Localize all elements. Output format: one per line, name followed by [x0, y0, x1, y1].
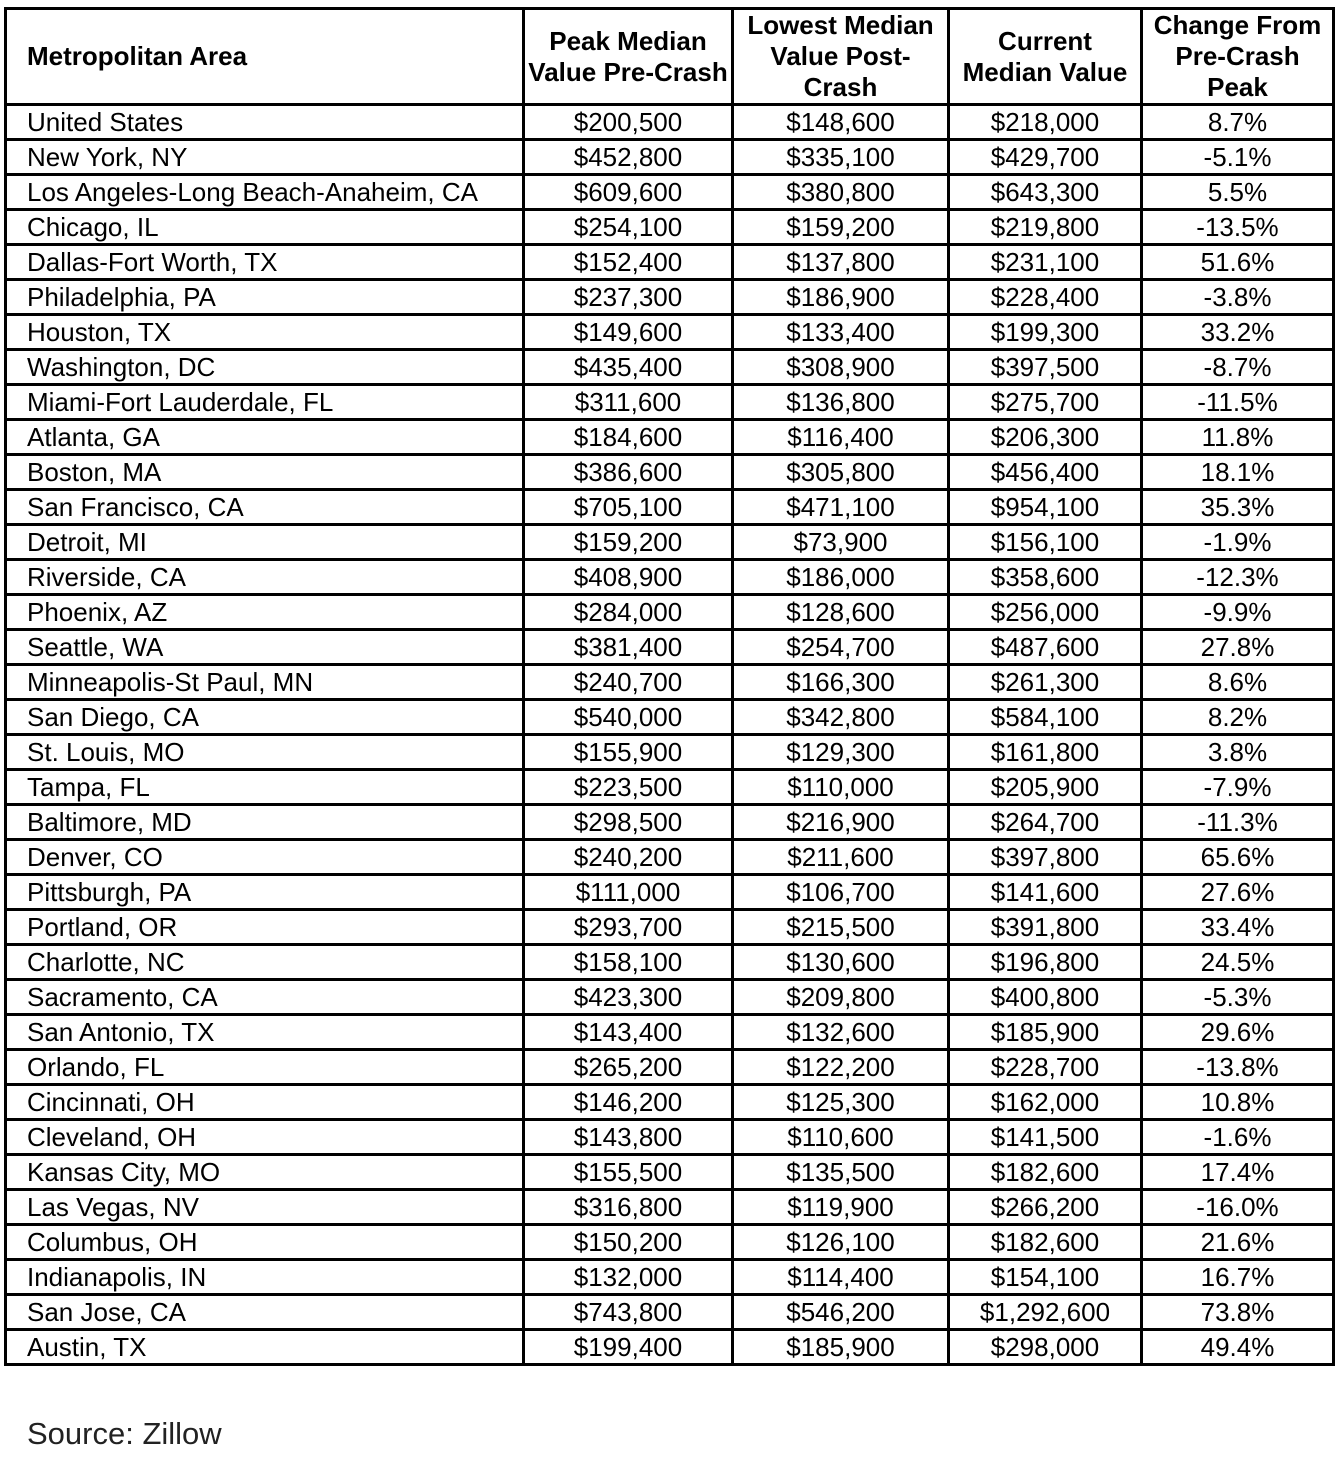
lowest-value-cell: $119,900: [733, 1190, 949, 1225]
lowest-value-cell: $216,900: [733, 805, 949, 840]
change-cell: 29.6%: [1142, 1015, 1334, 1050]
current-value-cell: $154,100: [949, 1260, 1142, 1295]
change-cell: 5.5%: [1142, 175, 1334, 210]
current-value-cell: $182,600: [949, 1155, 1142, 1190]
metropolitan-area-cell: Columbus, OH: [6, 1225, 524, 1260]
lowest-value-cell: $133,400: [733, 315, 949, 350]
metropolitan-area-cell: San Diego, CA: [6, 700, 524, 735]
lowest-value-cell: $125,300: [733, 1085, 949, 1120]
metropolitan-area-cell: United States: [6, 105, 524, 140]
metropolitan-area-cell: Kansas City, MO: [6, 1155, 524, 1190]
table-row: [6, 525, 1334, 560]
current-value-cell: $162,000: [949, 1085, 1142, 1120]
peak-value-cell: $386,600: [524, 455, 733, 490]
metropolitan-area-cell: Seattle, WA: [6, 630, 524, 665]
peak-value-cell: $743,800: [524, 1295, 733, 1330]
change-cell: 27.8%: [1142, 630, 1334, 665]
current-value-cell: $456,400: [949, 455, 1142, 490]
metropolitan-area-cell: Riverside, CA: [6, 560, 524, 595]
peak-value-cell: $265,200: [524, 1050, 733, 1085]
current-value-cell: $218,000: [949, 105, 1142, 140]
change-cell: -13.5%: [1142, 210, 1334, 245]
table-row: [6, 875, 1334, 910]
change-cell: 18.1%: [1142, 455, 1334, 490]
change-cell: -7.9%: [1142, 770, 1334, 805]
table-row: [6, 140, 1334, 175]
change-cell: -16.0%: [1142, 1190, 1334, 1225]
current-value-cell: $261,300: [949, 665, 1142, 700]
lowest-value-cell: $166,300: [733, 665, 949, 700]
metropolitan-area-cell: Detroit, MI: [6, 525, 524, 560]
metropolitan-area-cell: Baltimore, MD: [6, 805, 524, 840]
table-row: [6, 805, 1334, 840]
lowest-value-cell: $136,800: [733, 385, 949, 420]
table-row: [6, 1155, 1334, 1190]
change-cell: -12.3%: [1142, 560, 1334, 595]
metropolitan-area-cell: Denver, CO: [6, 840, 524, 875]
table-row: [6, 910, 1334, 945]
peak-value-cell: $150,200: [524, 1225, 733, 1260]
peak-value-cell: $435,400: [524, 350, 733, 385]
change-cell: -5.1%: [1142, 140, 1334, 175]
peak-value-cell: $155,900: [524, 735, 733, 770]
table-row: [6, 980, 1334, 1015]
table-row: [6, 560, 1334, 595]
peak-value-cell: $609,600: [524, 175, 733, 210]
change-cell: -9.9%: [1142, 595, 1334, 630]
peak-value-cell: $223,500: [524, 770, 733, 805]
table-row: [6, 1085, 1334, 1120]
peak-value-cell: $155,500: [524, 1155, 733, 1190]
metropolitan-area-cell: Washington, DC: [6, 350, 524, 385]
table-row: [6, 595, 1334, 630]
metropolitan-area-cell: Cincinnati, OH: [6, 1085, 524, 1120]
source-note: Source: Zillow: [27, 1416, 222, 1451]
table-row: [6, 420, 1334, 455]
metropolitan-area-cell: Austin, TX: [6, 1330, 524, 1365]
table-row: [6, 1050, 1334, 1085]
current-value-cell: $161,800: [949, 735, 1142, 770]
metropolitan-area-cell: Portland, OR: [6, 910, 524, 945]
change-cell: 8.2%: [1142, 700, 1334, 735]
peak-value-cell: $146,200: [524, 1085, 733, 1120]
change-cell: -11.3%: [1142, 805, 1334, 840]
lowest-value-cell: $305,800: [733, 455, 949, 490]
metropolitan-area-cell: San Jose, CA: [6, 1295, 524, 1330]
peak-value-cell: $254,100: [524, 210, 733, 245]
change-cell: 33.2%: [1142, 315, 1334, 350]
current-value-cell: $228,400: [949, 280, 1142, 315]
current-value-cell: $397,500: [949, 350, 1142, 385]
lowest-value-cell: $215,500: [733, 910, 949, 945]
table-row: [6, 175, 1334, 210]
change-cell: -13.8%: [1142, 1050, 1334, 1085]
metropolitan-area-cell: St. Louis, MO: [6, 735, 524, 770]
current-value-cell: $141,600: [949, 875, 1142, 910]
peak-value-cell: $143,400: [524, 1015, 733, 1050]
change-cell: 24.5%: [1142, 945, 1334, 980]
metropolitan-area-cell: Las Vegas, NV: [6, 1190, 524, 1225]
current-value-cell: $275,700: [949, 385, 1142, 420]
table-body: [6, 105, 1334, 1365]
table-row: [6, 1330, 1334, 1365]
table-row: [6, 735, 1334, 770]
lowest-value-cell: $128,600: [733, 595, 949, 630]
current-value-cell: $643,300: [949, 175, 1142, 210]
table-row: [6, 1190, 1334, 1225]
current-value-cell: $185,900: [949, 1015, 1142, 1050]
peak-value-cell: $423,300: [524, 980, 733, 1015]
peak-value-cell: $284,000: [524, 595, 733, 630]
change-cell: 3.8%: [1142, 735, 1334, 770]
metropolitan-area-cell: Miami-Fort Lauderdale, FL: [6, 385, 524, 420]
lowest-value-cell: $122,200: [733, 1050, 949, 1085]
current-value-cell: $1,292,600: [949, 1295, 1142, 1330]
lowest-value-cell: $211,600: [733, 840, 949, 875]
current-value-cell: $400,800: [949, 980, 1142, 1015]
lowest-value-cell: $132,600: [733, 1015, 949, 1050]
metropolitan-area-cell: Cleveland, OH: [6, 1120, 524, 1155]
table-row: [6, 1225, 1334, 1260]
lowest-value-cell: $130,600: [733, 945, 949, 980]
header-row: [6, 9, 1334, 105]
lowest-value-cell: $116,400: [733, 420, 949, 455]
current-value-cell: $487,600: [949, 630, 1142, 665]
metropolitan-area-cell: Indianapolis, IN: [6, 1260, 524, 1295]
metropolitan-area-cell: Dallas-Fort Worth, TX: [6, 245, 524, 280]
peak-value-cell: $240,200: [524, 840, 733, 875]
current-value-cell: $206,300: [949, 420, 1142, 455]
table-row: [6, 490, 1334, 525]
header-change-from-peak: Change From Pre-Crash Peak: [1142, 9, 1334, 105]
table-row: [6, 1260, 1334, 1295]
current-value-cell: $584,100: [949, 700, 1142, 735]
peak-value-cell: $132,000: [524, 1260, 733, 1295]
lowest-value-cell: $129,300: [733, 735, 949, 770]
current-value-cell: $219,800: [949, 210, 1142, 245]
metropolitan-area-cell: San Antonio, TX: [6, 1015, 524, 1050]
table-row: [6, 665, 1334, 700]
lowest-value-cell: $186,000: [733, 560, 949, 595]
metropolitan-area-cell: Los Angeles-Long Beach-Anaheim, CA: [6, 175, 524, 210]
lowest-value-cell: $342,800: [733, 700, 949, 735]
metropolitan-area-cell: Pittsburgh, PA: [6, 875, 524, 910]
lowest-value-cell: $546,200: [733, 1295, 949, 1330]
header-peak-median-value: Peak Median Value Pre-Crash: [524, 9, 733, 105]
current-value-cell: $429,700: [949, 140, 1142, 175]
peak-value-cell: $200,500: [524, 105, 733, 140]
peak-value-cell: $311,600: [524, 385, 733, 420]
current-value-cell: $397,800: [949, 840, 1142, 875]
peak-value-cell: $298,500: [524, 805, 733, 840]
lowest-value-cell: $335,100: [733, 140, 949, 175]
lowest-value-cell: $110,600: [733, 1120, 949, 1155]
metropolitan-area-cell: Houston, TX: [6, 315, 524, 350]
current-value-cell: $141,500: [949, 1120, 1142, 1155]
change-cell: -1.9%: [1142, 525, 1334, 560]
current-value-cell: $199,300: [949, 315, 1142, 350]
lowest-value-cell: $73,900: [733, 525, 949, 560]
metropolitan-area-cell: Sacramento, CA: [6, 980, 524, 1015]
table-row: [6, 770, 1334, 805]
current-value-cell: $298,000: [949, 1330, 1142, 1365]
lowest-value-cell: $135,500: [733, 1155, 949, 1190]
table-row: [6, 210, 1334, 245]
peak-value-cell: $158,100: [524, 945, 733, 980]
table-row: [6, 1120, 1334, 1155]
current-value-cell: $231,100: [949, 245, 1142, 280]
peak-value-cell: $452,800: [524, 140, 733, 175]
lowest-value-cell: $114,400: [733, 1260, 949, 1295]
metropolitan-area-cell: Chicago, IL: [6, 210, 524, 245]
lowest-value-cell: $254,700: [733, 630, 949, 665]
metropolitan-area-cell: Boston, MA: [6, 455, 524, 490]
lowest-value-cell: $186,900: [733, 280, 949, 315]
metropolitan-area-cell: Minneapolis-St Paul, MN: [6, 665, 524, 700]
table-row: [6, 105, 1334, 140]
lowest-value-cell: $209,800: [733, 980, 949, 1015]
table-row: [6, 1015, 1334, 1050]
change-cell: -3.8%: [1142, 280, 1334, 315]
table-row: [6, 630, 1334, 665]
table-row: [6, 245, 1334, 280]
change-cell: 27.6%: [1142, 875, 1334, 910]
peak-value-cell: $293,700: [524, 910, 733, 945]
change-cell: 51.6%: [1142, 245, 1334, 280]
current-value-cell: $391,800: [949, 910, 1142, 945]
peak-value-cell: $240,700: [524, 665, 733, 700]
current-value-cell: $358,600: [949, 560, 1142, 595]
metropolitan-area-cell: Atlanta, GA: [6, 420, 524, 455]
current-value-cell: $228,700: [949, 1050, 1142, 1085]
change-cell: 21.6%: [1142, 1225, 1334, 1260]
lowest-value-cell: $106,700: [733, 875, 949, 910]
peak-value-cell: $111,000: [524, 875, 733, 910]
table-row: [6, 280, 1334, 315]
peak-value-cell: $159,200: [524, 525, 733, 560]
change-cell: 73.8%: [1142, 1295, 1334, 1330]
change-cell: -1.6%: [1142, 1120, 1334, 1155]
change-cell: 49.4%: [1142, 1330, 1334, 1365]
lowest-value-cell: $148,600: [733, 105, 949, 140]
peak-value-cell: $143,800: [524, 1120, 733, 1155]
current-value-cell: $205,900: [949, 770, 1142, 805]
current-value-cell: $264,700: [949, 805, 1142, 840]
change-cell: 16.7%: [1142, 1260, 1334, 1295]
peak-value-cell: $184,600: [524, 420, 733, 455]
peak-value-cell: $316,800: [524, 1190, 733, 1225]
change-cell: 8.6%: [1142, 665, 1334, 700]
peak-value-cell: $381,400: [524, 630, 733, 665]
table-row: [6, 840, 1334, 875]
header-current-median-value: Current Median Value: [949, 9, 1142, 105]
change-cell: 17.4%: [1142, 1155, 1334, 1190]
lowest-value-cell: $185,900: [733, 1330, 949, 1365]
change-cell: 35.3%: [1142, 490, 1334, 525]
peak-value-cell: $237,300: [524, 280, 733, 315]
peak-value-cell: $152,400: [524, 245, 733, 280]
metropolitan-area-cell: New York, NY: [6, 140, 524, 175]
change-cell: 65.6%: [1142, 840, 1334, 875]
current-value-cell: $156,100: [949, 525, 1142, 560]
lowest-value-cell: $159,200: [733, 210, 949, 245]
lowest-value-cell: $137,800: [733, 245, 949, 280]
change-cell: 11.8%: [1142, 420, 1334, 455]
peak-value-cell: $149,600: [524, 315, 733, 350]
header-metropolitan-area: Metropolitan Area: [6, 9, 524, 105]
lowest-value-cell: $308,900: [733, 350, 949, 385]
change-cell: 8.7%: [1142, 105, 1334, 140]
metropolitan-area-cell: Tampa, FL: [6, 770, 524, 805]
change-cell: 10.8%: [1142, 1085, 1334, 1120]
table-row: [6, 455, 1334, 490]
lowest-value-cell: $471,100: [733, 490, 949, 525]
current-value-cell: $954,100: [949, 490, 1142, 525]
current-value-cell: $182,600: [949, 1225, 1142, 1260]
current-value-cell: $266,200: [949, 1190, 1142, 1225]
peak-value-cell: $705,100: [524, 490, 733, 525]
table-row: [6, 1295, 1334, 1330]
current-value-cell: $256,000: [949, 595, 1142, 630]
metropolitan-area-cell: Phoenix, AZ: [6, 595, 524, 630]
metropolitan-area-cell: San Francisco, CA: [6, 490, 524, 525]
peak-value-cell: $199,400: [524, 1330, 733, 1365]
table-row: [6, 700, 1334, 735]
peak-value-cell: $540,000: [524, 700, 733, 735]
peak-value-cell: $408,900: [524, 560, 733, 595]
metropolitan-area-cell: Charlotte, NC: [6, 945, 524, 980]
lowest-value-cell: $380,800: [733, 175, 949, 210]
metropolitan-area-cell: Orlando, FL: [6, 1050, 524, 1085]
home-values-table: [4, 7, 1335, 1366]
change-cell: -8.7%: [1142, 350, 1334, 385]
lowest-value-cell: $110,000: [733, 770, 949, 805]
change-cell: -11.5%: [1142, 385, 1334, 420]
table-row: [6, 350, 1334, 385]
lowest-value-cell: $126,100: [733, 1225, 949, 1260]
table-row: [6, 315, 1334, 350]
table-row: [6, 385, 1334, 420]
metropolitan-area-cell: Philadelphia, PA: [6, 280, 524, 315]
table-row: [6, 945, 1334, 980]
header-lowest-median-value: Lowest Median Value Post-Crash: [733, 9, 949, 105]
current-value-cell: $196,800: [949, 945, 1142, 980]
change-cell: 33.4%: [1142, 910, 1334, 945]
change-cell: -5.3%: [1142, 980, 1334, 1015]
